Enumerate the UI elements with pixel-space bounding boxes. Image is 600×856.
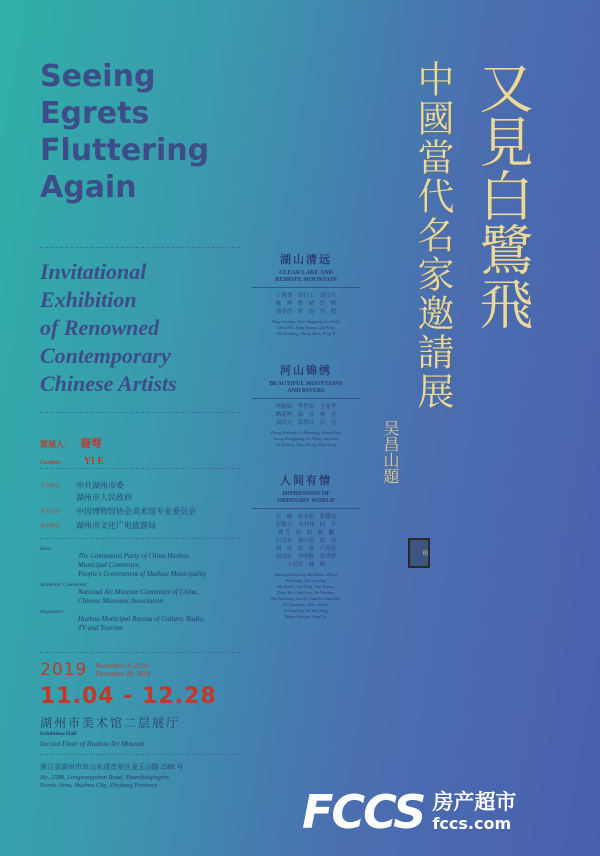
- section-ordinary-world: [252, 472, 360, 620]
- fccs-logo-mark: FCCS: [302, 785, 425, 839]
- section-title-en-line: CLEAR LAKE AND: [279, 270, 333, 276]
- organizer-value: 中国博物馆协会美术馆专业委员会: [76, 507, 196, 516]
- section-title-en: [252, 270, 360, 284]
- names-line: Ma Shulin, Sun Ping, Jing Yimiao,: [277, 584, 335, 589]
- names-line: Wang Guanjun, Teng Cai: [284, 614, 328, 619]
- organizer-label: Academic Counselor:: [40, 582, 88, 588]
- organizer-value-line: National Art Museum Committee of China,: [78, 588, 199, 596]
- curator-label-en: Curator:: [40, 460, 62, 466]
- subtitle-line: Contemporary: [40, 343, 171, 368]
- venue-en: Second Floor of Huzhou Art Museum: [40, 740, 145, 748]
- divider: [40, 652, 240, 653]
- organizer-value: [40, 588, 240, 606]
- names-line: 路遥明 陆 亚 林 亮: [275, 412, 337, 418]
- section-title-en: [252, 491, 360, 505]
- fccs-logo-text: [432, 790, 516, 834]
- section-title-en-line: ORDINARY WORLD: [277, 498, 335, 504]
- divider: [40, 468, 240, 469]
- title-line: Again: [40, 170, 137, 205]
- organizer-label: 主办单位: [40, 484, 61, 489]
- organizer-value: 湖州市文化广电旅游局: [76, 521, 156, 530]
- curator-label-zh: 策展人：: [40, 440, 72, 449]
- address-en-line: Scenic Area, Huzhou City, Zhejiang Province: [40, 782, 158, 789]
- names-line: Xuan Wu, Chen Jiao, Wu Wenhan,: [277, 590, 335, 595]
- section-title-en-line: BEAUTIFUL MOUNTAINS: [269, 381, 343, 387]
- date-range-en-line: November 4, 2019 -: [95, 662, 152, 670]
- title-line: Seeing: [40, 59, 156, 94]
- names-line: 石汉东 谢小虎 翁 涛: [275, 538, 337, 544]
- section-title-en: [252, 381, 360, 395]
- organizer-value: [40, 552, 240, 579]
- section-beautiful-mountains: [252, 362, 360, 448]
- artist-names-en: [252, 430, 360, 448]
- organizer-value-line: Municipal Committee,: [78, 561, 141, 569]
- section-title-en-line: AND RIVERS: [287, 388, 325, 394]
- organizer-label: 承办单位: [40, 524, 61, 529]
- names-line: Lu Qinfeng, Xiao Cheng, Zhao Lang: [275, 442, 337, 447]
- title-line: Fluttering: [40, 133, 210, 168]
- organizer-value-line: 中共湖州市委: [76, 481, 124, 490]
- organizer-value: [76, 480, 132, 504]
- names-line: Tuong Dongguang, Lu Dong, Cai Jian,: [273, 436, 339, 441]
- names-line: Zhuang Dongrong, Du Bishui, Zhong: [274, 572, 338, 577]
- organizer-row: [40, 480, 240, 504]
- subtitle-line: Invitational: [40, 259, 147, 284]
- divider: [40, 247, 240, 248]
- organizer-value: [40, 615, 240, 633]
- date-range-en: [95, 662, 151, 678]
- organizer-row: [40, 582, 240, 606]
- organizer-row: [40, 520, 240, 532]
- calligraphy-main-title: 又見白鷺飛: [471, 60, 534, 330]
- section-title-en-line: IMPRESSION OF: [282, 491, 330, 497]
- artist-names-zh: [252, 513, 360, 569]
- names-line: 赵国宏 李明辉 梁华群: [275, 554, 337, 560]
- curator-en: [40, 451, 104, 469]
- section-title-zh: 人间有情: [280, 475, 332, 487]
- section-title-en-line: REMOTE MOUNTAIN: [275, 277, 337, 283]
- title-line: Egrets: [40, 96, 150, 131]
- calligraphy-signature: 吴昌山題: [381, 420, 400, 484]
- organizer-value-line: 湖州市人民政府: [76, 493, 132, 502]
- organizers-zh: [40, 480, 240, 532]
- organizer-label: Organizer:: [40, 609, 65, 615]
- organizer-row: [40, 609, 240, 633]
- names-line: 王冠军 林 峰: [286, 562, 326, 568]
- names-line: 陈 辉 鲁 晴 岳 黔: [275, 301, 337, 307]
- section-rule: [252, 398, 360, 399]
- artist-names-zh: [252, 403, 360, 427]
- exhibition-title: [40, 58, 290, 206]
- date-range-en-line: December 28, 2019: [95, 670, 151, 678]
- organizer-label: 学术支持: [40, 510, 61, 515]
- address-en: [40, 774, 169, 790]
- names-line: 龚 雪 孙 跃 陈 鹏: [277, 530, 335, 536]
- section-title-zh: 河山锦绣: [280, 365, 332, 377]
- names-line: 胡 亮 黄 磊 卢迎春: [275, 546, 337, 552]
- names-line: Li Xiaofeng, Xu Shaolong,: [283, 608, 329, 613]
- address-zh: 浙江省湖州市市山水清音景区龙王山路 2588 号: [40, 763, 184, 771]
- artist-names-en: [252, 572, 360, 620]
- divider: [40, 538, 240, 539]
- venue-zh: 湖州市美术馆二层展厅: [40, 716, 181, 730]
- artist-seal: 印: [408, 538, 430, 568]
- organizer-label: Host:: [40, 546, 53, 552]
- date-block: [40, 660, 152, 680]
- section-rule: [252, 287, 360, 288]
- curator-name-en: YI E: [83, 456, 104, 467]
- venue-label-en: Exhibition Hall: [40, 731, 77, 737]
- section-title-zh: 湖山清远: [280, 254, 332, 266]
- artist-names-zh: [252, 292, 360, 316]
- calligraphy-subtitle: 中國當代名家邀請展: [411, 60, 454, 411]
- fccs-logo-en: fccs.com: [432, 814, 512, 833]
- names-line: 庄 敬 杜永起 张耀良: [275, 514, 337, 520]
- divider: [40, 412, 240, 413]
- organizer-row: [40, 546, 240, 579]
- names-line: Piaoliang, Luo Lemeng,: [285, 578, 327, 583]
- names-line: 刘争浩 覃 琨 冯 彪: [275, 309, 337, 315]
- organizer-row: [40, 506, 240, 518]
- artist-names-en: [252, 319, 360, 337]
- names-line: Hu Xiaohong, Cai Jie, Yuan Lu Lian Mei,: [271, 596, 341, 601]
- names-line: Zhong Shuhong, Li Zhanfang, Wang Erjia,: [270, 430, 342, 435]
- names-line: 钟振振 李世南 王兆华: [275, 404, 337, 410]
- names-line: 刘庆元 雷寒江 吕 亮: [275, 420, 337, 426]
- fccs-logo-zh: 房产超市: [432, 790, 517, 814]
- organizer-value-line: The Communist Party of China Huzhou: [78, 552, 190, 560]
- section-rule: [252, 508, 360, 509]
- names-line: 丁观加 沈行工 刘江红: [275, 293, 337, 299]
- names-line: Ou Xiaolong, Zhong Zhen, Peng Yi: [276, 331, 336, 336]
- organizers-en: [40, 546, 240, 633]
- organizer-value-line: TV and Tourism: [78, 624, 123, 632]
- names-line: 彭勤元 马书林 何 平: [275, 522, 337, 528]
- year: 2019: [40, 660, 88, 680]
- address-en-line: No. 2588, Longwangshan Road, Shanshuiqingyin: [40, 774, 169, 781]
- organizer-value-line: Chinese Museums Association: [78, 597, 164, 605]
- organizer-value-line: Huzhou Municipal Bureau of Culture, Radio,: [78, 615, 205, 623]
- date-range: 11.04 - 12.28: [40, 684, 217, 709]
- organizer-value-line: People's Government of Huzhou Municipality: [78, 570, 207, 578]
- subtitle-line: Exhibition: [40, 287, 137, 312]
- curator-zh: [40, 434, 102, 452]
- names-line: Ding Guanjia, Shen Xinggong, Lu Jialu,: [272, 319, 340, 324]
- curator-name-zh: 裔萼: [80, 438, 102, 450]
- subtitle-line: of Renowned: [40, 315, 160, 340]
- divider: [40, 754, 240, 755]
- section-clear-lake: [252, 251, 360, 337]
- names-line: Yi Chuanzhou, Zhao Weizhi,: [282, 602, 330, 607]
- exhibition-subtitle: [40, 258, 280, 398]
- fccs-watermark-logo: [302, 782, 516, 842]
- names-line: Chen Hui, Sang Huang, Qiu Ping,: [277, 325, 335, 330]
- subtitle-line: Chinese Artists: [40, 371, 177, 396]
